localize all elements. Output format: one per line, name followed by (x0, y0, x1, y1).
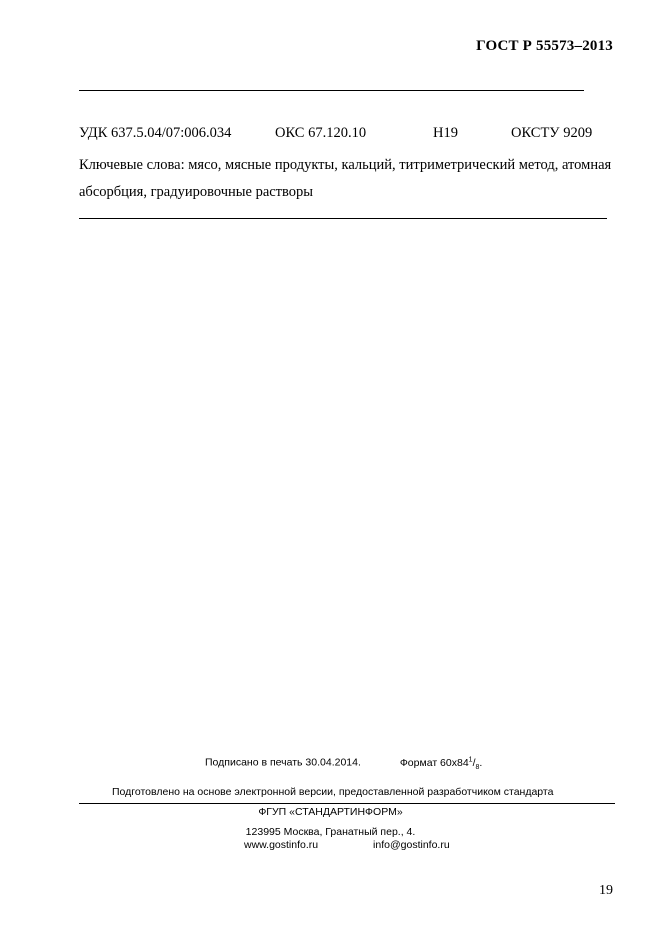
email-link[interactable]: info@gostinfo.ru (373, 839, 450, 851)
okstu-code: ОКСТУ 9209 (511, 125, 593, 141)
publisher-address: 123995 Москва, Гранатный пер., 4. (245, 826, 416, 838)
top-divider (79, 90, 584, 91)
prepared-note: Подготовлено на основе электронной версии, предоставленной разработчиком стандарта (112, 786, 554, 798)
contacts (244, 839, 450, 851)
format-label: Формат 60x84 (399, 756, 469, 769)
group-code: Н19 (433, 125, 458, 141)
format-suffix: . (479, 756, 483, 769)
udk-code: УДК 637.5.04/07:006.034 (79, 125, 232, 141)
format-numerator: 1 (468, 756, 473, 763)
publisher: ФГУП «СТАНДАРТИНФОРМ» (258, 806, 403, 818)
signed-date: Подписано в печать 30.04.2014. (205, 756, 361, 769)
keywords: Ключевые слова: мясо, мясные продукты, кальций, титриметрический метод, атомная абсорбция, градуировочные растворы (79, 157, 612, 200)
format-denominator: 8 (475, 763, 480, 771)
imprint-divider (79, 803, 615, 804)
oks-code: ОКС 67.120.10 (275, 125, 367, 141)
website-link[interactable]: www.gostinfo.ru (244, 839, 319, 851)
keywords-divider (79, 218, 607, 219)
document-code: ГОСТ Р 55573–2013 (476, 38, 613, 54)
signed-for-print (205, 756, 482, 771)
page-number: 19 (599, 883, 613, 898)
paper-format: Формат $60x84^1/_8$. (399, 756, 483, 771)
